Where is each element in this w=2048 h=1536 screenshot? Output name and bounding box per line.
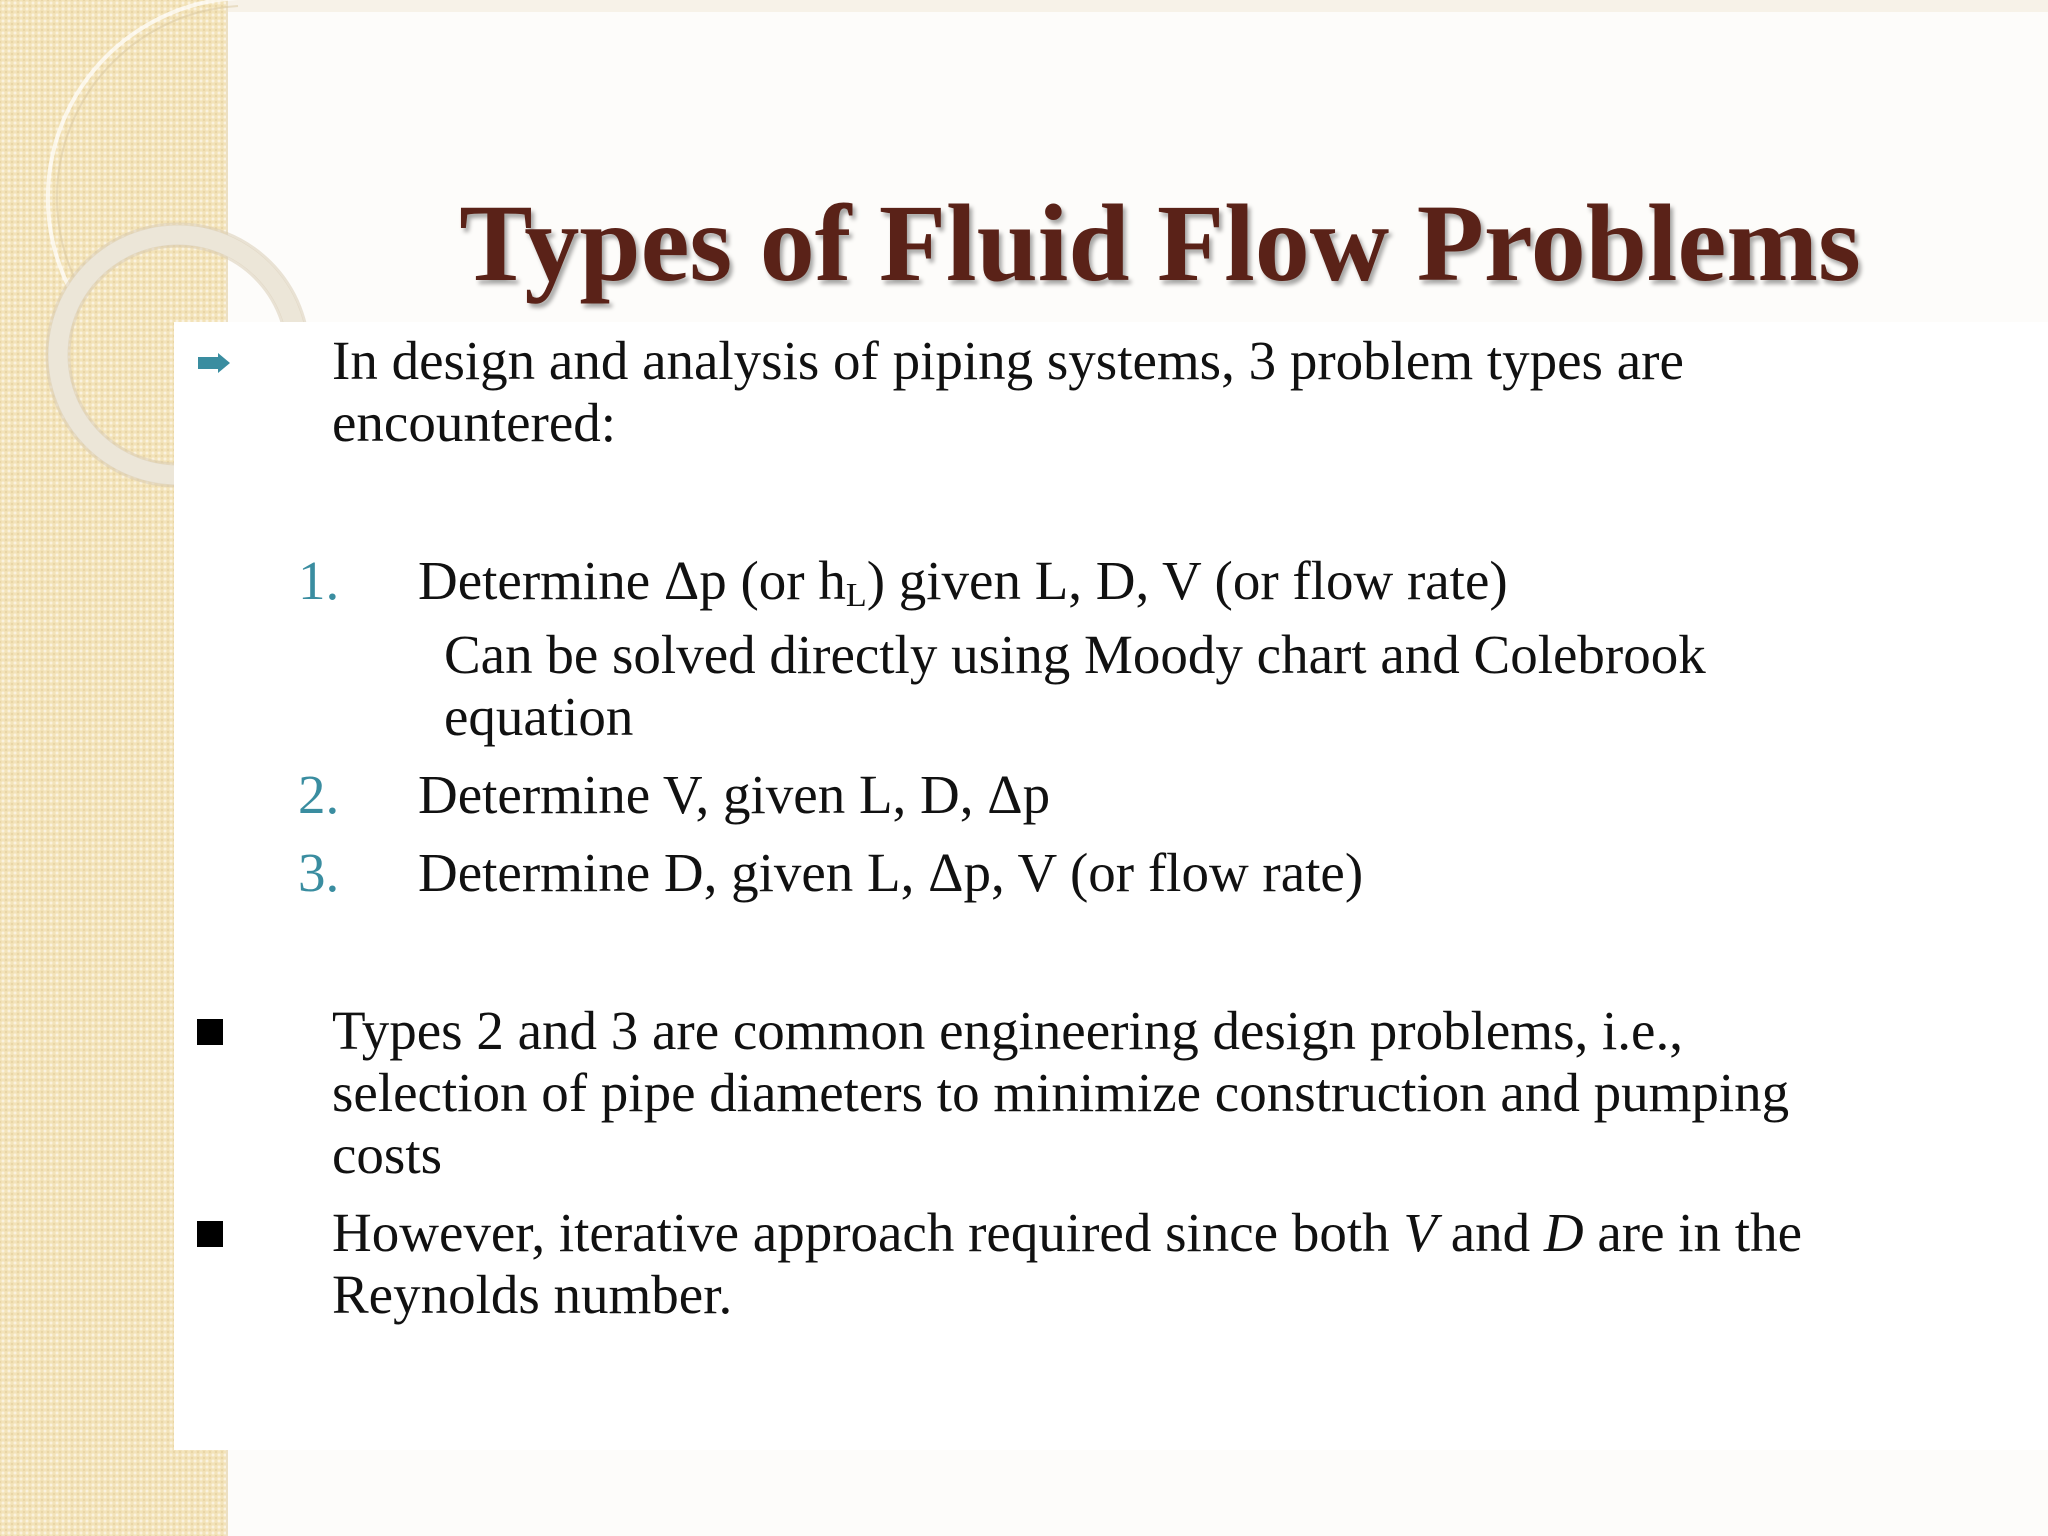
bullet-a-line-3: costs xyxy=(332,1124,442,1185)
bullet-b-text-b: and xyxy=(1436,1202,1544,1263)
list-item-1-text-a: Determine Δp (or h xyxy=(418,550,846,611)
intro-line-2: encountered: xyxy=(332,392,617,453)
slide-title: Types of Fluid Flow Problems xyxy=(459,182,1861,304)
bullet-b-text-c: are in the xyxy=(1583,1202,1803,1263)
list-item-2: Determine V, given L, D, Δp xyxy=(418,764,1051,825)
list-item-1-note-line-1: Can be solved directly using Moody chart and Colebrook xyxy=(444,624,1706,685)
variable-v: V xyxy=(1403,1202,1437,1263)
intro-line-1: In design and analysis of piping systems, 3 problem types are xyxy=(332,330,1684,391)
square-bullet-icon xyxy=(197,1019,223,1045)
list-item-3: Determine D, given L, Δp, V (or flow rate) xyxy=(418,842,1364,903)
bullet-b-line-2: Reynolds number. xyxy=(332,1264,733,1325)
square-bullet-icon xyxy=(197,1221,223,1247)
variable-d: D xyxy=(1543,1202,1584,1263)
bullet-b-line-1 xyxy=(332,1202,1802,1264)
list-number-2: 2. xyxy=(298,764,340,825)
list-item-1-note-line-2: equation xyxy=(444,686,634,747)
bullet-a-line-1: Types 2 and 3 are common engineering design problems, i.e., xyxy=(332,1000,1683,1061)
list-item-1-text-b: ) given L, D, V (or flow rate) xyxy=(866,550,1508,611)
list-number-3: 3. xyxy=(298,842,340,903)
arrow-bullet-icon xyxy=(196,353,232,373)
list-item-1-subscript: L xyxy=(845,576,867,614)
list-item-1 xyxy=(418,550,1508,612)
list-number-1: 1. xyxy=(298,550,340,611)
bullet-a-line-2: selection of pipe diameters to minimize construction and pumping xyxy=(332,1062,1790,1123)
bullet-b-text-a: However, iterative approach required since both xyxy=(332,1202,1404,1263)
